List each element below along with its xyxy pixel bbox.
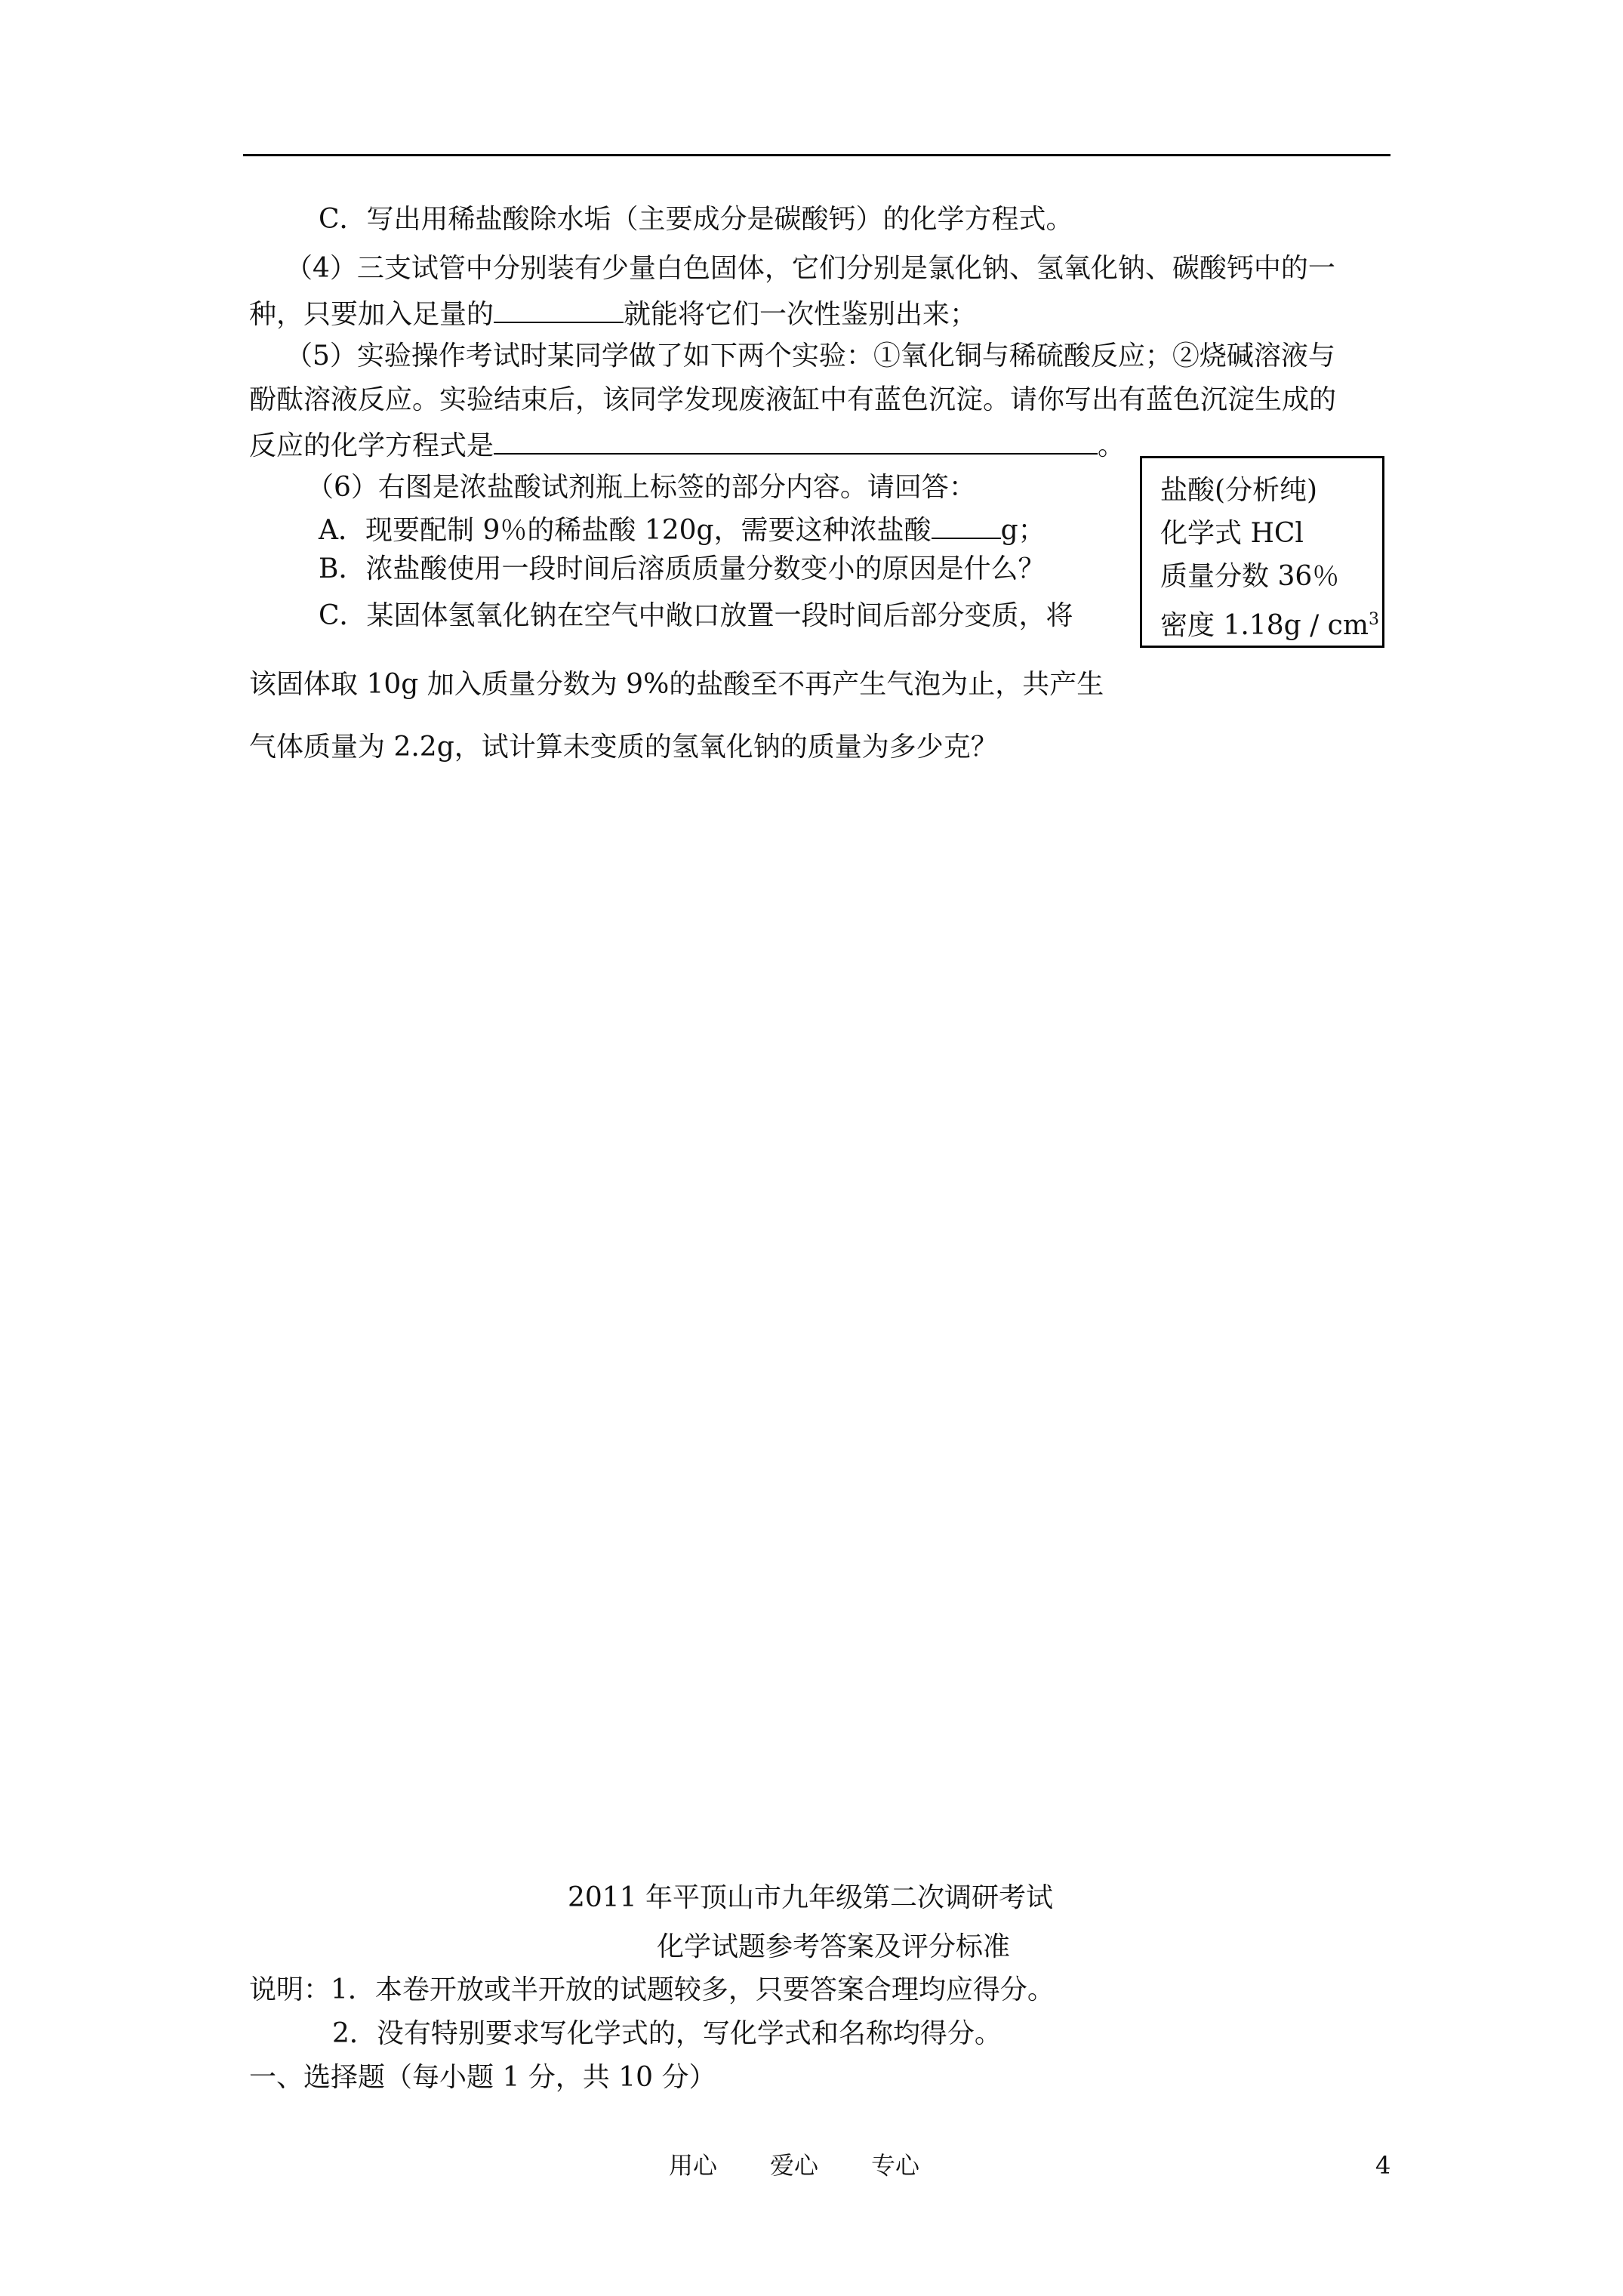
page-number: 4 <box>1375 2151 1391 2180</box>
reagent-label-box <box>1140 456 1384 648</box>
reagent-label-name: 盐酸(分析纯) <box>1160 475 1318 506</box>
question-4-text-pre: 种，只要加入足量的 <box>249 299 494 330</box>
question-4-line2 <box>249 294 977 333</box>
reagent-label-mass-fraction: 质量分数 36％ <box>1160 561 1340 592</box>
reagent-label-formula: 化学式 HCl <box>1160 518 1304 549</box>
answers-note-2: 2．没有特别要求写化学式的，写化学式和名称均得分。 <box>332 2018 1002 2049</box>
question-5-line2: 酚酞溶液反应。实验结束后，该同学发现废液缸中有蓝色沉淀。请你写出有蓝色沉淀生成的 <box>249 384 1337 415</box>
answers-subtitle: 化学试题参考答案及评分标准 <box>657 1931 1011 1962</box>
question-6c-line2: 该固体取 10g 加入质量分数为 9%的盐酸至不再产生气泡为止，共产生 <box>249 669 1104 700</box>
header-rule <box>243 154 1390 156</box>
question-5-line1: （5）实验操作考试时某同学做了如下两个实验：①氧化铜与稀硫酸反应；②烧碱溶液与 <box>285 341 1335 371</box>
question-5-text-post: 。 <box>1098 430 1126 461</box>
question-6b: B．浓盐酸使用一段时间后溶质质量分数变小的原因是什么？ <box>319 553 1046 584</box>
reagent-label-density-exponent: 3 <box>1368 610 1379 629</box>
footer-motto-1: 用心 <box>669 2151 718 2180</box>
question-6c-line3: 气体质量为 2.2g，试计算未变质的氢氧化钠的质量为多少克？ <box>249 732 998 763</box>
question-3c: C．写出用稀盐酸除水垢（主要成分是碳酸钙）的化学方程式。 <box>319 204 1073 235</box>
answer-blank-4[interactable] <box>494 294 624 323</box>
answer-blank-6a[interactable] <box>932 510 1001 539</box>
question-5-text-pre: 反应的化学方程式是 <box>249 430 494 461</box>
question-6a-text-post: g； <box>1000 515 1046 546</box>
question-6a <box>319 510 1046 549</box>
question-5-line3 <box>249 426 1125 464</box>
question-6-intro: （6）右图是浓盐酸试剂瓶上标签的部分内容。请回答： <box>306 472 976 503</box>
question-6a-text-pre: A．现要配制 9％的稀盐酸 120g，需要这种浓盐酸 <box>319 515 932 546</box>
answer-blank-5[interactable] <box>494 426 1098 455</box>
reagent-label-density <box>1160 598 1379 647</box>
reagent-label-density-text: 密度 1.18g / cm <box>1160 610 1369 641</box>
footer-motto-3: 专心 <box>871 2151 920 2180</box>
question-6c-line1: C．某固体氢氧化钠在空气中敞口放置一段时间后部分变质，将 <box>319 600 1073 631</box>
answers-title: 2011 年平顶山市九年级第二次调研考试 <box>568 1882 1054 1913</box>
footer-motto-2: 爱心 <box>770 2151 819 2180</box>
question-4-text-post: 就能将它们一次性鉴别出来； <box>624 299 978 330</box>
question-4-line1: （4）三支试管中分别装有少量白色固体，它们分别是氯化钠、氢氧化钠、碳酸钙中的一 <box>285 253 1335 284</box>
answers-note-1: 说明：1．本卷开放或半开放的试题较多，只要答案合理均应得分。 <box>249 1974 1055 2005</box>
answers-section-1-heading: 一、选择题（每小题 1 分，共 10 分） <box>249 2062 716 2093</box>
